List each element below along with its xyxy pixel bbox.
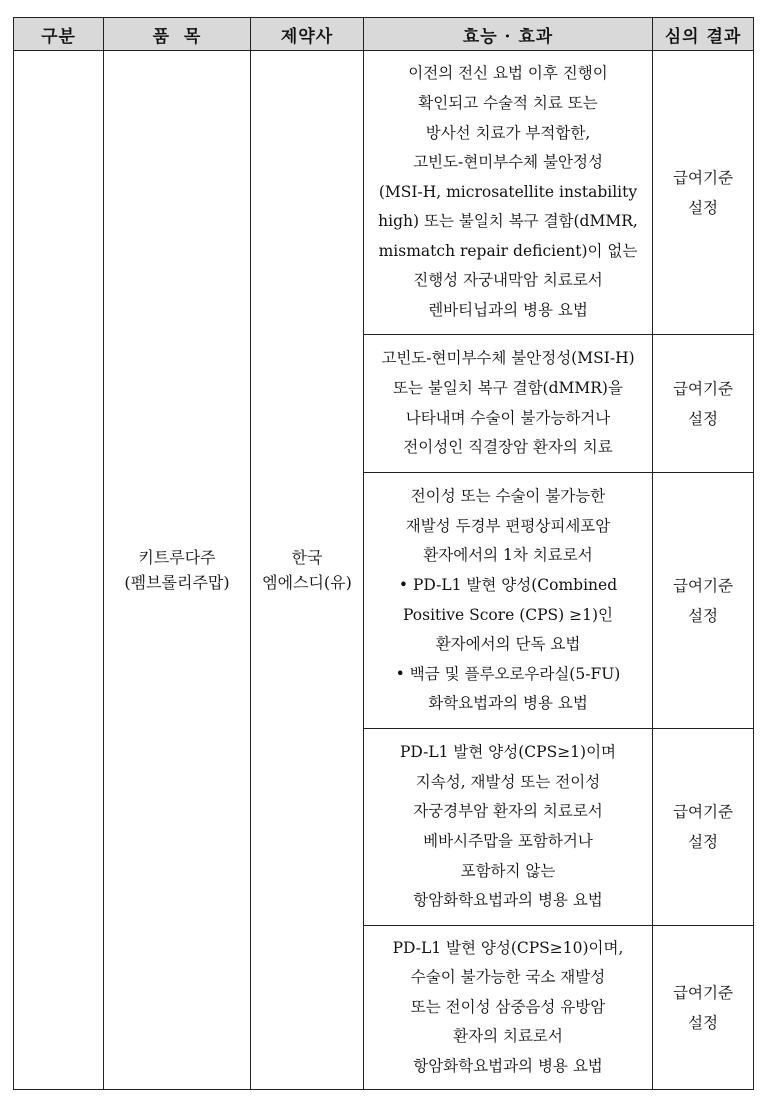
efficacy-line: 환자에서의 1차 치료로서 [423,546,593,565]
result-line-2: 설정 [688,1013,718,1032]
efficacy-line: 또는 전이성 삼중음성 유방암 [410,997,606,1016]
efficacy-line: 지속성, 재발성 또는 전이성 [415,772,601,791]
efficacy-line: 나타내며 수술이 불가능하거나 [405,408,611,427]
efficacy-line: 환자에서의 단독 요법 [435,635,581,654]
result-cell [653,335,754,473]
result-line-1: 급여기준 [673,983,733,1002]
result-line-1: 급여기준 [673,168,733,187]
efficacy-line: 항암화학요법과의 병용 요법 [413,891,603,910]
header-efficacy: 효능 · 효과 [364,18,653,51]
result-line-2: 설정 [688,833,718,851]
result-line-2: 설정 [688,198,718,217]
efficacy-line: 환자의 치료로서 [453,1027,563,1046]
efficacy-line: 확인되고 수술적 치료 또는 [418,93,598,112]
efficacy-line: 포함하지 않는 [460,861,556,880]
efficacy-line: 고빈도-현미부수체 불안정성(MSI-H) [381,349,635,368]
efficacy-line: mismatch repair deficient)이 없는 [378,241,638,260]
efficacy-cell [364,473,653,729]
efficacy-line: 베바시주맙을 포함하거나 [423,832,593,850]
result-line-2: 설정 [688,606,718,625]
result-cell [653,473,754,729]
result-line-1: 급여기준 [673,576,733,595]
efficacy-line: 렌바티닙과의 병용 요법 [428,301,588,320]
efficacy-line: PD-L1 발현 양성(CPS≥1)이며 [399,743,617,762]
header-result: 심의 결과 [653,18,754,51]
result-line-1: 급여기준 [673,803,733,821]
review-results-table [13,17,754,1090]
product-name-cell [104,51,251,1090]
table-row [14,51,754,335]
result-cell [653,729,754,926]
header-category: 구분 [14,18,104,51]
header-manufacturer: 제약사 [251,18,364,51]
efficacy-line: 화학요법과의 병용 요법 [428,694,588,713]
manufacturer-line-2: 엠에스디(유) [262,573,352,592]
product-name: 키트루다주 [138,548,216,567]
efficacy-line: high) 또는 불일치 복구 결함(dMMR, [378,212,638,231]
efficacy-line: 전이성 또는 수술이 불가능한 [410,487,606,506]
result-cell [653,926,754,1090]
efficacy-line: 고빈도-현미부수체 불안정성 [413,153,603,172]
efficacy-line: PD-L1 발현 양성(CPS≥10)이며, [392,938,624,957]
header-product: 품 목 [104,18,251,51]
result-line-1: 급여기준 [673,379,733,398]
efficacy-line: 진행성 자궁내막암 치료로서 [413,271,603,290]
efficacy-line: 항암화학요법과의 병용 요법 [413,1056,603,1075]
efficacy-line: 또는 불일치 복구 결함(dMMR)을 [393,378,623,397]
efficacy-cell [364,729,653,926]
manufacturer-line-1: 한국 [291,548,323,567]
table-header-row [14,18,754,51]
result-cell [653,51,754,335]
efficacy-cell [364,926,653,1090]
efficacy-cell [364,51,653,335]
efficacy-line: (MSI-H, microsatellite instability [378,182,638,201]
efficacy-cell [364,335,653,473]
efficacy-line: Positive Score (CPS) ≥1)인 [402,605,614,624]
manufacturer-cell [251,51,364,1090]
efficacy-line: 이전의 전신 요법 이후 진행이 [408,64,608,83]
efficacy-line: 자궁경부암 환자의 치료로서 [413,802,603,821]
efficacy-line: 전이성인 직결장암 환자의 치료 [403,438,613,457]
product-ingredient: (펨브롤리주맙) [124,573,230,592]
efficacy-line: 방사선 치료가 부적합한, [425,123,591,142]
result-line-2: 설정 [688,409,718,428]
efficacy-line: 수술이 불가능한 국소 재발성 [410,968,606,987]
efficacy-line: • PD-L1 발현 양성(Combined [398,575,618,594]
efficacy-line: • 백금 및 플루오로우라실(5-FU) [395,664,621,683]
efficacy-line: 재발성 두경부 편평상피세포암 [405,516,611,535]
category-cell [14,51,104,1090]
